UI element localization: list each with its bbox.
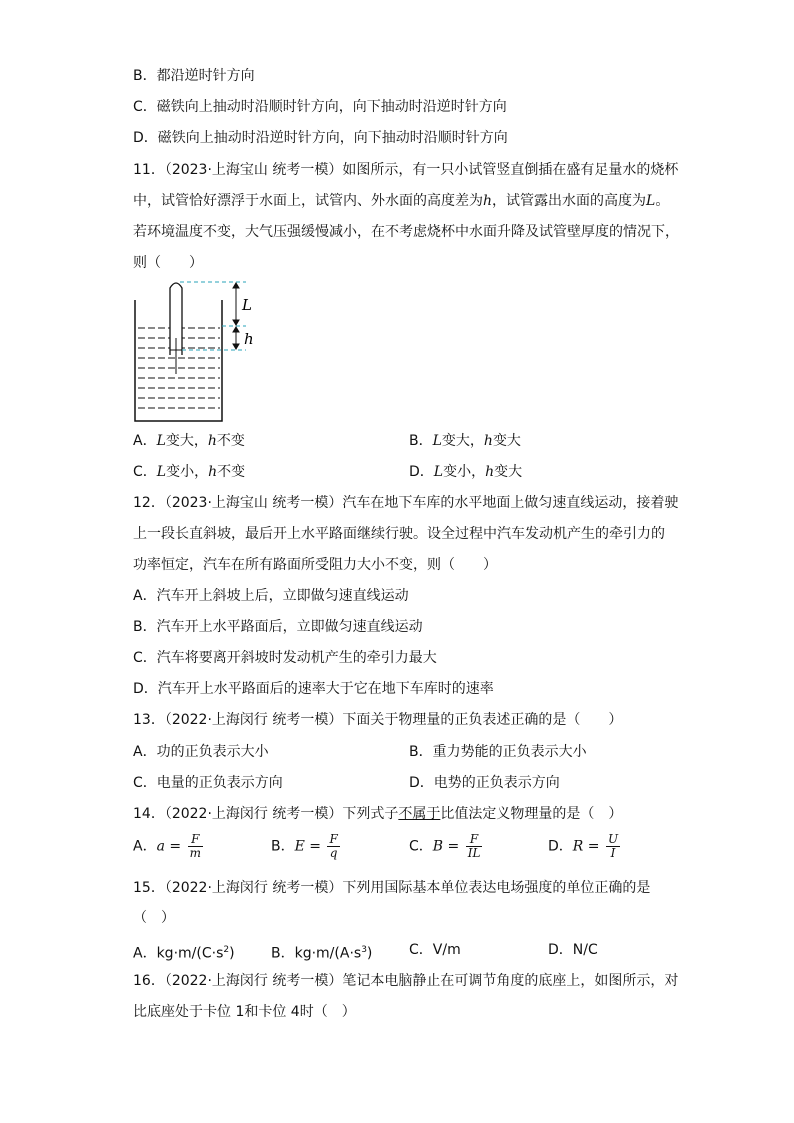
- q11-option-c: C．L变小，h不变: [133, 464, 246, 480]
- q11-stem-line2: 中，试管恰好漂浮于水面上，试管内、外水面的高度差为h，试管露出水面的高度为L。: [133, 193, 670, 209]
- q12-option-c: C．汽车将要离开斜坡时发动机产生的牵引力最大: [133, 650, 437, 666]
- q13-stem: 13．（2022·上海闵行 统考一模）下面关于物理量的正负表述正确的是（ ）: [133, 712, 623, 728]
- q11-option-d: D．L变小，h变大: [409, 464, 523, 480]
- q15-option-d: D．N/C: [548, 942, 598, 958]
- q11-stem-line4: 则（ ）: [133, 255, 203, 271]
- q12-stem-line2: 上一段长直斜坡，最后开上水平路面继续行驶。设全过程中汽车发动机产生的牵引力的: [133, 526, 665, 542]
- q10-option-d: D．磁铁向上抽动时沿逆时针方向，向下抽动时沿顺时针方向: [133, 130, 508, 146]
- q14-option-b: B．E = $\frac{F}{q}$: [271, 832, 338, 860]
- q13-option-b: B．重力势能的正负表示大小: [409, 744, 587, 760]
- q14-option-d: D．R = $\frac{U}{I}$: [548, 832, 619, 860]
- q15-option-a: A．$kg\cdot m/(C\cdot s^2)$: [133, 945, 235, 962]
- q10-option-c: C．磁铁向上抽动时沿顺时针方向，向下抽动时沿逆时针方向: [133, 99, 507, 115]
- q15-option-b: B．$kg\cdot m/(A\cdot s^3)$: [271, 945, 373, 962]
- q13-option-a: A．功的正负表示大小: [133, 744, 269, 760]
- q14-option-c: C．B = $\frac{F}{IL}$: [409, 832, 481, 860]
- q11-stem-line3: 若环境温度不变，大气压强缓慢减小，在不考虑烧杯中水面升降及试管壁厚度的情况下，: [133, 224, 679, 240]
- q12-option-b: B．汽车开上水平路面后，立即做匀速直线运动: [133, 619, 423, 635]
- q11-option-a: A．L变大，h不变: [133, 433, 245, 449]
- q11-label-h: h: [244, 330, 254, 348]
- q15-stem-line2: （ ）: [133, 910, 175, 926]
- q14-option-a: A．a = $\frac{F}{m}$: [133, 832, 201, 860]
- q11-test-tube-figure: [130, 278, 270, 426]
- q16-stem-line2: 比底座处于卡位 1和卡位 4时（ ）: [133, 1004, 356, 1020]
- q14-underlined-not: 不属于: [398, 806, 441, 822]
- q13-option-c: C．电量的正负表示方向: [133, 775, 283, 791]
- q12-option-a: A．汽车开上斜坡上后，立即做匀速直线运动: [133, 588, 409, 604]
- q14-stem: 14．（2022·上海闵行 统考一模）下列式子不属于比值法定义物理量的是（ ）: [133, 806, 623, 822]
- q16-stem-line1: 16．（2022·上海闵行 统考一模）笔记本电脑静止在可调节角度的底座上，如图所示，对: [133, 973, 679, 989]
- q12-stem-line1: 12．（2023·上海宝山 统考一模）汽车在地下车库的水平地面上做匀速直线运动，接着驶: [133, 495, 679, 511]
- q11-option-b: B．L变大，h变大: [409, 433, 521, 449]
- q15-stem-line1: 15．（2022·上海闵行 统考一模）下列用国际基本单位表达电场强度的单位正确的是: [133, 880, 651, 896]
- q11-label-L: L: [242, 296, 252, 314]
- q11-stem-line1: 11．（2023·上海宝山 统考一模）如图所示，有一只小试管竖直倒插在盛有足量水的烧杯: [133, 162, 679, 178]
- q15-option-c: C．V/m: [409, 942, 461, 958]
- q10-option-b: B．都沿逆时针方向: [133, 68, 255, 84]
- q13-option-d: D．电势的正负表示方向: [409, 775, 560, 791]
- q12-option-d: D．汽车开上水平路面后的速率大于它在地下车库时的速率: [133, 681, 494, 697]
- q12-stem-line3: 功率恒定，汽车在所有路面所受阻力大小不变，则（ ）: [133, 557, 497, 573]
